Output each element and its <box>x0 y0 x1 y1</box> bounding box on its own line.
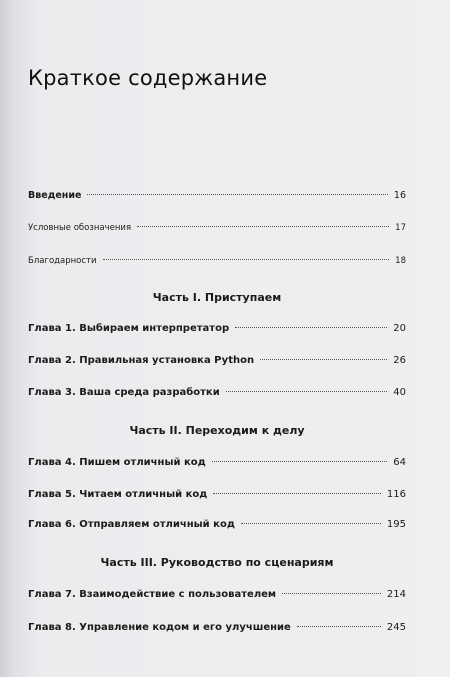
toc-entry-chapter-5[interactable] <box>28 489 406 500</box>
toc-entry-chapter-6[interactable] <box>28 519 406 530</box>
toc-entry-acknowledgements[interactable] <box>28 256 406 266</box>
toc-entry-chapter-4[interactable] <box>28 457 406 468</box>
leader-dots <box>226 391 388 392</box>
toc-page-number: 64 <box>393 457 406 468</box>
leader-dots <box>282 593 381 594</box>
leader-dots <box>103 259 390 260</box>
toc-page-number: 40 <box>393 387 406 398</box>
part-heading-2: Часть II. Переходим к делу <box>129 424 305 437</box>
leader-dots <box>241 523 381 524</box>
toc-page-number: 26 <box>393 355 406 366</box>
leader-dots <box>260 359 387 360</box>
toc-entry-chapter-7[interactable] <box>28 589 406 600</box>
toc-entry-chapter-2[interactable] <box>28 355 406 366</box>
leader-dots <box>213 493 381 494</box>
toc-entry-chapter-3[interactable] <box>28 387 406 398</box>
toc-entry-conventions[interactable] <box>28 223 406 233</box>
toc-entry-title: Глава 1. Выбираем интерпретатор <box>28 323 230 334</box>
part-heading-1: Часть I. Приступаем <box>152 291 282 304</box>
page-title: Краткое содержание <box>28 66 268 90</box>
leader-dots <box>87 194 387 195</box>
toc-entry-title: Условные обозначения <box>28 223 132 233</box>
toc-page-number: 17 <box>395 223 406 233</box>
toc-page-number: 18 <box>395 256 406 266</box>
toc-entry-title: Глава 4. Пишем отличный код <box>28 457 206 468</box>
toc-page-number: 20 <box>393 323 406 334</box>
toc-page-number: 116 <box>386 489 406 500</box>
toc-entry-title: Глава 3. Ваша среда разработки <box>28 387 220 398</box>
leader-dots <box>297 626 381 627</box>
toc-entry-chapter-8[interactable] <box>28 622 406 633</box>
toc-entry-title: Глава 2. Правильная установка Python <box>28 355 255 366</box>
toc-entry-title: Глава 5. Читаем отличный код <box>28 489 208 500</box>
toc-entry-title: Благодарности <box>28 256 97 266</box>
toc-page-number: 16 <box>393 190 406 201</box>
leader-dots <box>212 461 388 462</box>
toc-entry-title: Глава 6. Отправляем отличный код <box>28 519 235 530</box>
leader-dots <box>235 327 387 328</box>
toc-page-number: 195 <box>386 519 406 530</box>
part-heading-3: Часть III. Руководство по сценариям <box>100 556 334 569</box>
leader-dots <box>137 226 389 227</box>
toc-entry-title: Глава 8. Управление кодом и его улучшение <box>28 622 291 633</box>
toc-page-number: 245 <box>386 622 406 633</box>
toc-entry-title: Введение <box>28 190 82 201</box>
toc-entry-intro[interactable] <box>28 190 406 201</box>
toc-entry-title: Глава 7. Взаимодействие с пользователем <box>28 589 277 600</box>
toc-page-number: 214 <box>386 589 406 600</box>
toc-entry-chapter-1[interactable] <box>28 323 406 334</box>
